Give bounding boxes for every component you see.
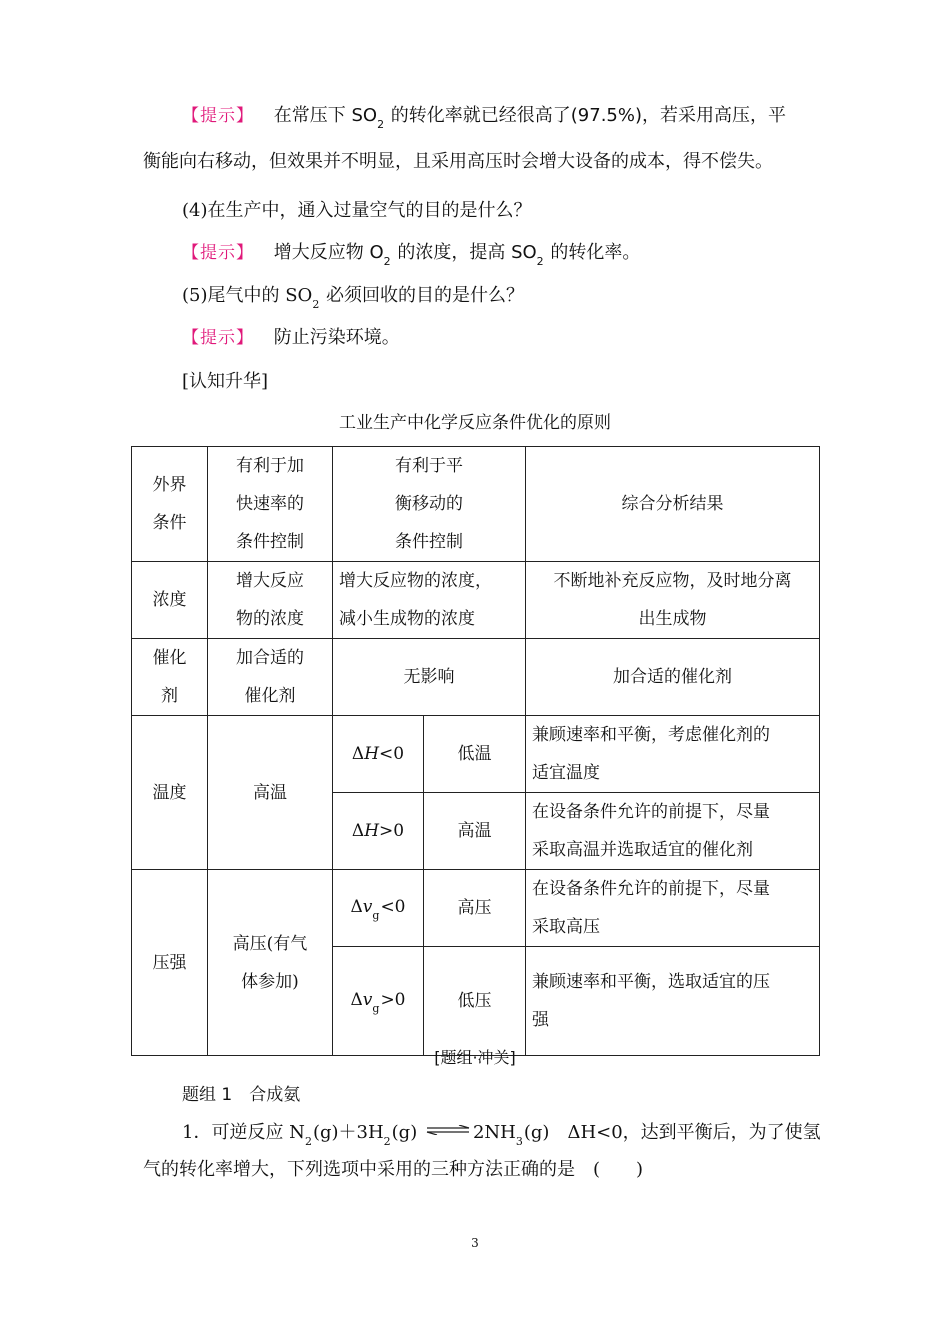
label-catalyst: 催化 剂 [132, 639, 208, 716]
tip-text: 防止污染环境。 [273, 327, 400, 348]
result-concentration: 不断地补充反应物，及时地分离 出生成物 [526, 562, 820, 639]
section-heading: [认知升华] [182, 371, 269, 392]
eq-temp-endo: 高温 [424, 793, 526, 870]
question-1: 1．可逆反应 $N_2(g)+3H_2(g)$ $2NH_3(g)$ ΔH<0，达到平衡后，为了使氢 [182, 1122, 821, 1148]
table-title: 工业生产中化学反应条件优化的原则 [339, 413, 611, 433]
result-catalyst: 加合适的催化剂 [526, 639, 820, 716]
tip-label: 【提示】 [182, 106, 254, 126]
tip-label: 【提示】 [182, 243, 254, 263]
result-pressure-decrease: 在设备条件允许的前提下，尽量 采取高压 [526, 870, 820, 947]
eq-pressure-increase: 低压 [424, 947, 526, 1056]
label-temperature: 温度 [132, 716, 208, 870]
result-pressure-increase: 兼顾速率和平衡，选取适宜的压 强 [526, 947, 820, 1056]
tip-answer-5 [182, 326, 400, 350]
eq-catalyst: 无影响 [333, 639, 526, 716]
question-1-continued: 气的转化率增大，下列选项中采用的三种方法正确的是 ( ) [143, 1159, 644, 1180]
tip-text: 增大反应物 $O_2$ 的浓度，提高 $SO_2$ 的转化率。 [273, 242, 641, 268]
tip-label: 【提示】 [182, 328, 254, 348]
header-result: 综合分析结果 [526, 447, 820, 562]
tip-paragraph-1-continued: 衡能向右移动，但效果并不明显，且采用高压时会增大设备的成本，得不偿失。 [143, 151, 773, 172]
rate-concentration: 增大反应 物的浓度 [208, 562, 333, 639]
result-temp-exo: 兼顾速率和平衡，考虑催化剂的 适宜温度 [526, 716, 820, 793]
table-row-catalyst [132, 639, 820, 716]
rate-catalyst: 加合适的 催化剂 [208, 639, 333, 716]
table-row-concentration [132, 562, 820, 639]
eq-temp-exo: 低温 [424, 716, 526, 793]
cond-pressure-increase: $\Delta v_g>0$ [333, 947, 424, 1056]
page-number: 3 [471, 1236, 479, 1250]
table-header-row [132, 447, 820, 562]
label-concentration: 浓度 [132, 562, 208, 639]
eq-pressure-decrease: 高压 [424, 870, 526, 947]
rate-pressure: 高压(有气 体参加) [208, 870, 333, 1056]
equilibrium-arrow-icon [425, 1125, 471, 1135]
group-header: [题组·冲关] [434, 1048, 516, 1067]
tip-text: 在常压下 $SO_2$ 的转化率就已经很高了(97.5%)，若采用高压，平 [273, 105, 787, 131]
question-5: (5)尾气中的 $SO_2$ 必须回收的目的是什么？ [182, 285, 525, 311]
label-pressure: 压强 [132, 870, 208, 1056]
tip-answer-4 [182, 241, 640, 267]
table-row-pressure-1 [132, 870, 820, 947]
cond-temp-exo: ΔH<0 [333, 716, 424, 793]
result-temp-endo: 在设备条件允许的前提下，尽量 采取高温并选取适宜的催化剂 [526, 793, 820, 870]
optimization-table [131, 446, 820, 1056]
table-row-temperature-1 [132, 716, 820, 793]
rate-temperature: 高温 [208, 716, 333, 870]
cond-temp-endo: ΔH>0 [333, 793, 424, 870]
question-4: (4)在生产中，通入过量空气的目的是什么？ [182, 200, 532, 221]
group-1-title: 题组 1 合成氨 [182, 1085, 301, 1105]
cond-pressure-decrease: $\Delta v_g<0$ [333, 870, 424, 947]
tip-paragraph-1 [182, 104, 786, 130]
eq-concentration: 增大反应物的浓度， 减小生成物的浓度 [333, 562, 526, 639]
header-condition: 外界 条件 [132, 447, 208, 562]
header-rate: 有利于加 快速率的 条件控制 [208, 447, 333, 562]
header-equilibrium: 有利于平 衡移动的 条件控制 [333, 447, 526, 562]
